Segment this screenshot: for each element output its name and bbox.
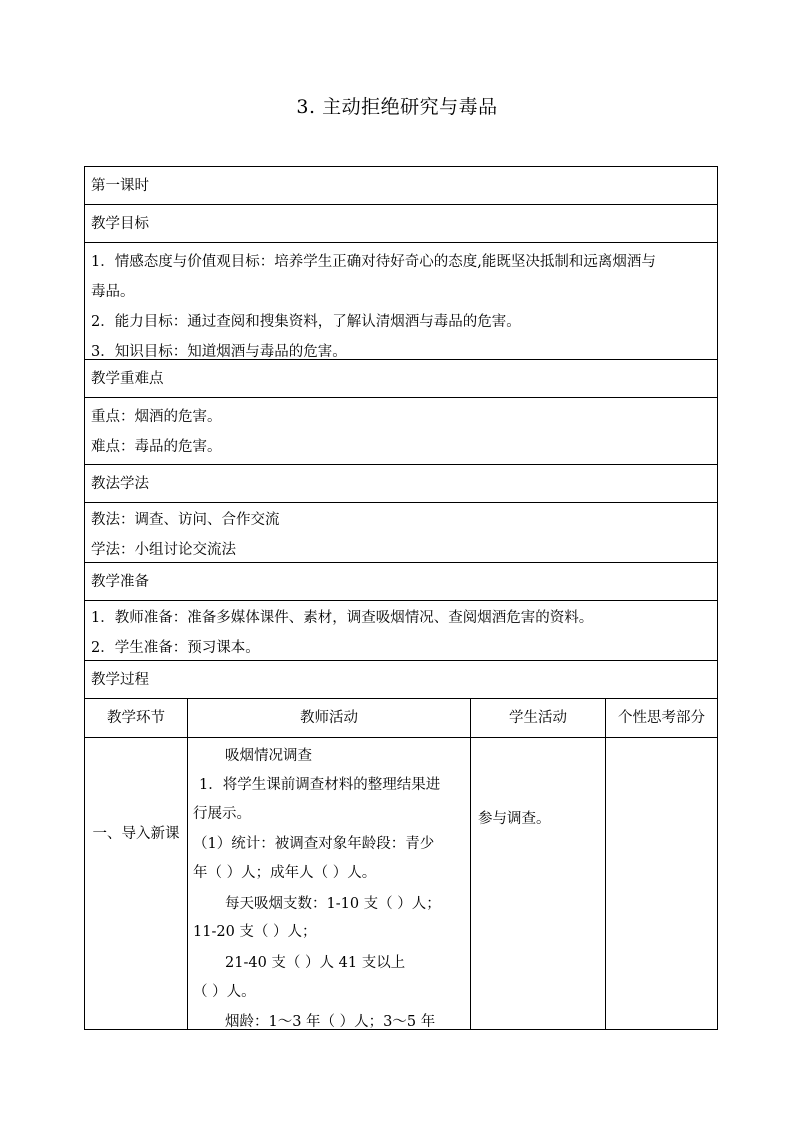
page-title: 3. 主动拒绝研究与毒品 bbox=[296, 96, 498, 118]
keypoint-line: 重点：烟酒的危害。 bbox=[91, 409, 222, 425]
teacher-line: 21-40 支（ ）人 41 支以上 bbox=[225, 955, 406, 971]
col-divider bbox=[470, 699, 471, 1030]
lesson-table bbox=[84, 166, 718, 1030]
prep-line: 1．教师准备：准备多媒体课件、素材，调查吸烟情况、查阅烟酒危害的资料。 bbox=[91, 610, 594, 626]
row-keypoints bbox=[85, 397, 717, 464]
prep-line: 2．学生准备：预习课本。 bbox=[91, 640, 260, 656]
teacher-line: （1）统计：被调查对象年龄段：青少 bbox=[193, 836, 435, 852]
prep-heading: 教学准备 bbox=[91, 574, 149, 590]
row-objectives bbox=[85, 242, 717, 359]
row-lesson bbox=[85, 167, 717, 204]
keypoints-heading: 教学重难点 bbox=[91, 371, 164, 387]
student-cell: 参与调查。 bbox=[478, 811, 551, 827]
objectives-heading: 教学目标 bbox=[91, 216, 149, 232]
objective-line: 1．情感态度与价值观目标：培养学生正确对待好奇心的态度,能既坚决抵制和远离烟酒与 bbox=[91, 254, 656, 270]
row-objectives-heading bbox=[85, 204, 717, 242]
process-table bbox=[85, 698, 717, 1029]
teacher-line: 行展示。 bbox=[193, 806, 251, 822]
header-stage: 教学环节 bbox=[107, 710, 165, 726]
teacher-line: 吸烟情况调查 bbox=[225, 748, 312, 764]
method-line: 教法：调查、访问、合作交流 bbox=[91, 512, 280, 528]
method-line: 学法：小组讨论交流法 bbox=[91, 542, 236, 558]
lesson-label: 第一课时 bbox=[91, 178, 149, 194]
teacher-line: 烟龄：1～3 年（ ）人；3～5 年 bbox=[225, 1014, 436, 1030]
objective-line: 3．知识目标：知道烟酒与毒品的危害。 bbox=[91, 344, 347, 360]
objective-line: 毒品。 bbox=[91, 284, 135, 300]
process-heading: 教学过程 bbox=[91, 672, 149, 688]
teacher-line: 11-20 支（ ）人； bbox=[193, 924, 317, 940]
header-student: 学生活动 bbox=[509, 710, 567, 726]
teacher-line: （ ）人。 bbox=[193, 984, 256, 1000]
col-divider bbox=[187, 699, 188, 1030]
row-methods bbox=[85, 502, 717, 562]
methods-heading: 教法学法 bbox=[91, 476, 149, 492]
row-prep bbox=[85, 600, 717, 660]
row-process-heading bbox=[85, 660, 717, 698]
row-keypoints-heading bbox=[85, 359, 717, 397]
keypoint-line: 难点：毒品的危害。 bbox=[91, 439, 222, 455]
teacher-line: 每天吸烟支数：1-10 支（ ）人； bbox=[225, 896, 441, 912]
row-prep-heading bbox=[85, 562, 717, 600]
teacher-line: 1．将学生课前调查材料的整理结果进 bbox=[199, 777, 441, 793]
header-divider bbox=[85, 737, 717, 738]
row-methods-heading bbox=[85, 464, 717, 502]
header-teacher: 教师活动 bbox=[300, 710, 358, 726]
teacher-line: 年（ ）人；成年人（ ）人。 bbox=[193, 865, 377, 881]
objective-line: 2．能力目标：通过查阅和搜集资料，了解认清烟酒与毒品的危害。 bbox=[91, 314, 521, 330]
stage-cell: 一、导入新课 bbox=[92, 826, 180, 842]
col-divider bbox=[605, 699, 606, 1030]
header-thinking: 个性思考部分 bbox=[618, 710, 705, 726]
